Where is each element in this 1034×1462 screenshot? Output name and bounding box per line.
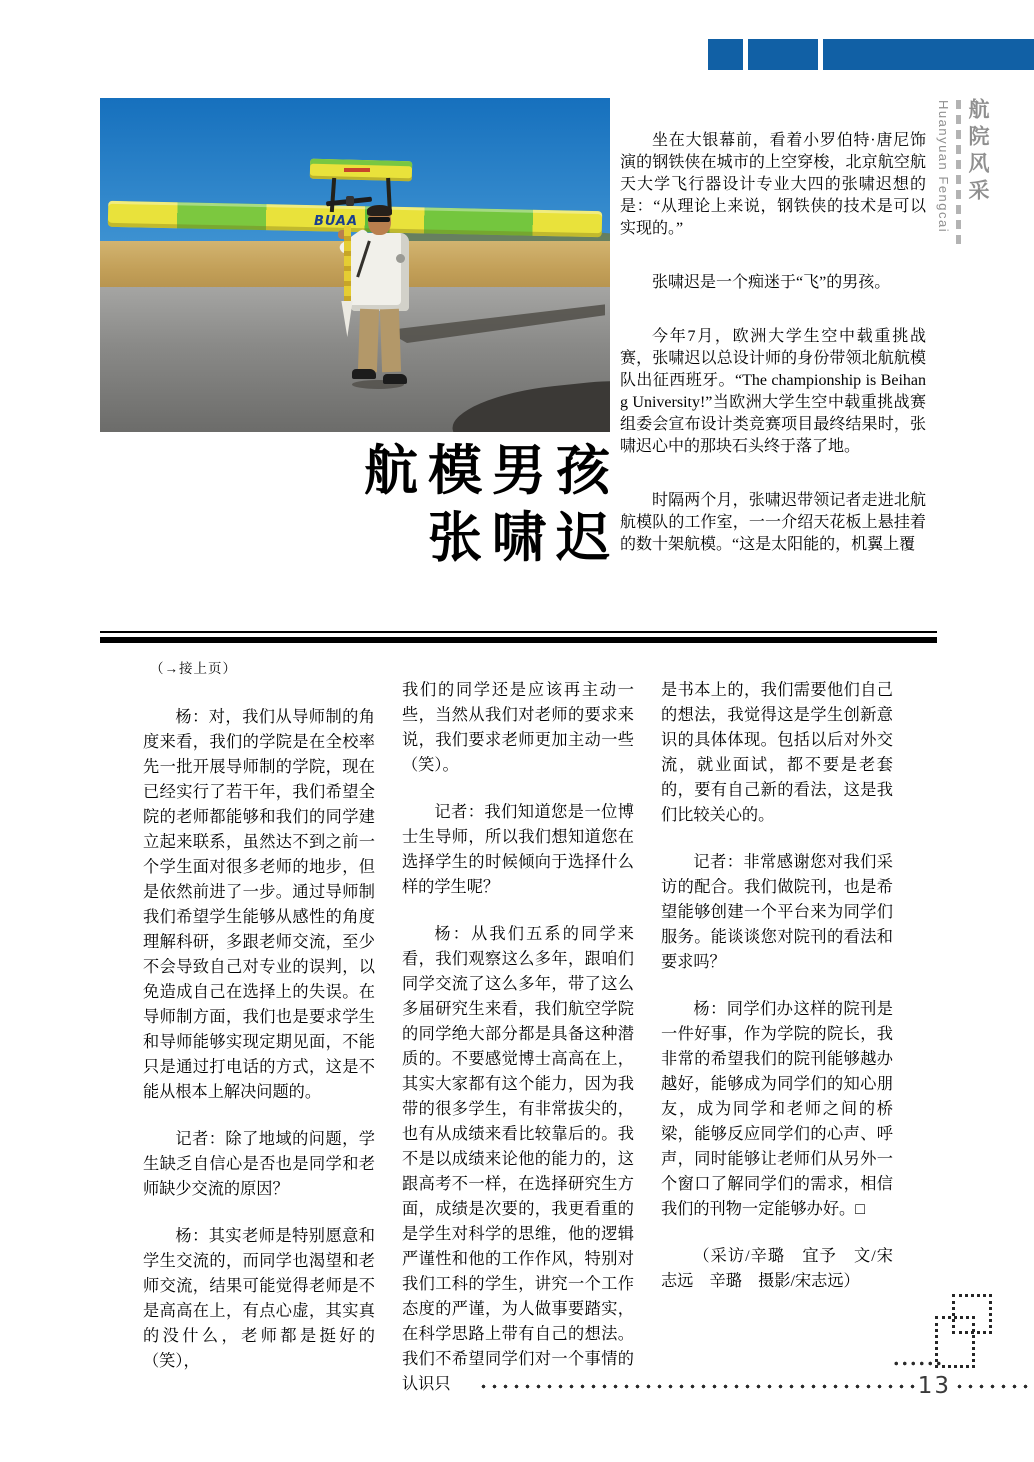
pilot-leg [358,309,379,373]
body-column-3 [661,678,893,1419]
body-paragraph: 杨：对，我们从导师制的角度来看，我们的学院是在全校率先一批开展导师制的学院，现在已经实行了若干年，我们希望全院的老师都能够和我们的同学建立起来联系，虽然达不到之前一个学生面对很多老师的地步，但是依然前进了一步。通过导师制我们希望学生能够从感性的角度理解科研，多跟老师交流，至少不会导致自己对专业的误判，以免造成自己在选择上的失误。在导师制方面，我们也是要求学生和导师能够实现定期见面，不能只是通过打电话的方式，这是不能从根本上解决问题的。 [143,708,375,1101]
pilot-badge [396,254,405,263]
intro-paragraph: 张啸迟是一个痴迷于“飞”的男孩。 [652,274,891,291]
body-paragraph-continuation: 我们的同学还是应该再主动一些，当然从我们对老师的要求来说，我们要求老师更加主动一些（笑）。 [402,681,634,774]
tailplane-marking [344,168,370,172]
page-number: 13 [917,1373,951,1399]
continuation-note: （→接上页） [150,661,237,676]
propeller-hub [346,196,354,206]
article-title [200,437,620,571]
intro-paragraph: 坐在大银幕前，看着小罗伯特·唐尼饰演的钢铁侠在城市的上空穿梭，北京航空航天大学飞行器设计专业大四的张啸迟想的是：“从理论上来说，钢铁侠的技术是可以实现的。” [620,132,926,237]
section-divider-dashed [956,100,961,246]
masthead-block-small [708,39,743,70]
article-columns [143,678,893,1419]
body-paragraph-question: 记者：我们知道您是一位博士生导师，所以我们想知道您在选择学生的时候倾向于选择什么样的学生呢？ [402,803,634,896]
section-title-en: Huanyuan Fengcai [936,100,951,234]
pilot-hair [367,205,392,216]
footer-ornament-square-lower [935,1316,975,1368]
feature-photo [100,98,610,432]
footer-dotted-leader [478,1374,1034,1398]
masthead-block-medium [748,39,818,70]
footer-dots-right [954,1383,1034,1390]
section-title-cn: 航院风采 [966,98,990,206]
footer-dots-left [478,1383,915,1390]
pilot-shoe [383,374,407,384]
pilot-leg [380,309,401,373]
body-paragraph: 杨：同学们办这样的院刊是一件好事，作为学院的院长，我非常的希望我们的院刊能够越办越好，能够成为同学们的知心朋友，成为同学和老师之间的桥梁，能够反应同学们的心声、呼声，同时能够让老师们从另外一个窗口了解同学们的需求，相信我们的刊物一定能够办好。□ [661,1000,893,1218]
intro-paragraph: 时隔两个月，张啸迟带领记者走进北航航模队的工作室，一一介绍天花板上悬挂着的数十架航模。“这是太阳能的，机翼上覆 [620,492,926,553]
title-line-1: 航模男孩 [364,439,620,502]
body-paragraph-question: 记者：除了地域的问题，学生缺乏自信心是否也是同学和老师缺少交流的原因？ [143,1130,375,1198]
model-fuselage [344,226,351,304]
section-rule-thick [100,637,937,643]
credits-line: （采访/辛璐 宜予 文/宋志远 辛璐 摄影/宋志远） [661,1247,893,1290]
pilot-shoe [352,369,376,379]
body-paragraph: 杨：从我们五系的同学来看，我们观察这么多年，跟咱们同学交流了这么多年，带了这么多届研究生来看，我们航空学院的同学绝大部分都是具备这种潜质的。不要感觉博士高高在上，其实大家都有这个能力，因为我带的很多学生，有非常拔尖的，也有从成绩来看比较靠后的。我不是以成绩来论他的能力的，这跟高考不一样，在选择研究生方面，成绩是次要的，我更看重的是学生对科学的思维，他的逻辑严谨性和他的工作作风，特别对我们工科的学生，讲究一个工作态度的严谨，为人做事要踏实，在科学思路上带有自己的想法。我们不希望同学们对一个事情的认识只 [402,925,634,1393]
section-rule-thin [100,631,937,633]
body-paragraph: 杨：其实老师是特别愿意和学生交流的，而同学也渴望和老师交流，结果可能觉得老师是不是高高在上，有点心虚，其实真的没什么，老师都是挺好的（笑）， [143,1227,375,1370]
body-paragraph-question: 记者：非常感谢您对我们采访的配合。我们做院刊，也是希望能够创建一个平台来为同学们服务。能谈谈您对院刊的看法和要求吗？ [661,853,893,971]
body-column-2 [402,678,634,1419]
body-column-1 [143,678,375,1419]
intro-column [620,130,926,588]
wing-label: BUAA [314,214,359,229]
pilot-sunglasses [368,217,390,222]
body-paragraph-continuation: 是书本上的，我们需要他们自己的想法，我觉得这是学生创新意识的具体体现。包括以后对外交流，就业面试，都不要是老套的，要有自己新的看法，这是我们比较关心的。 [661,681,893,824]
intro-paragraph: 今年7月，欧洲大学生空中载重挑战赛，张啸迟以总设计师的身份带领北航航模队出征西班牙。“The championship is Beihang University!”当欧洲大学生空中载重挑战赛组委会宣布设计类竞赛项目最终结果时，张啸迟心中的那块石头终于落了地。 [620,328,926,455]
title-line-2: 张啸迟 [428,506,620,569]
masthead-block-long [823,39,1034,70]
